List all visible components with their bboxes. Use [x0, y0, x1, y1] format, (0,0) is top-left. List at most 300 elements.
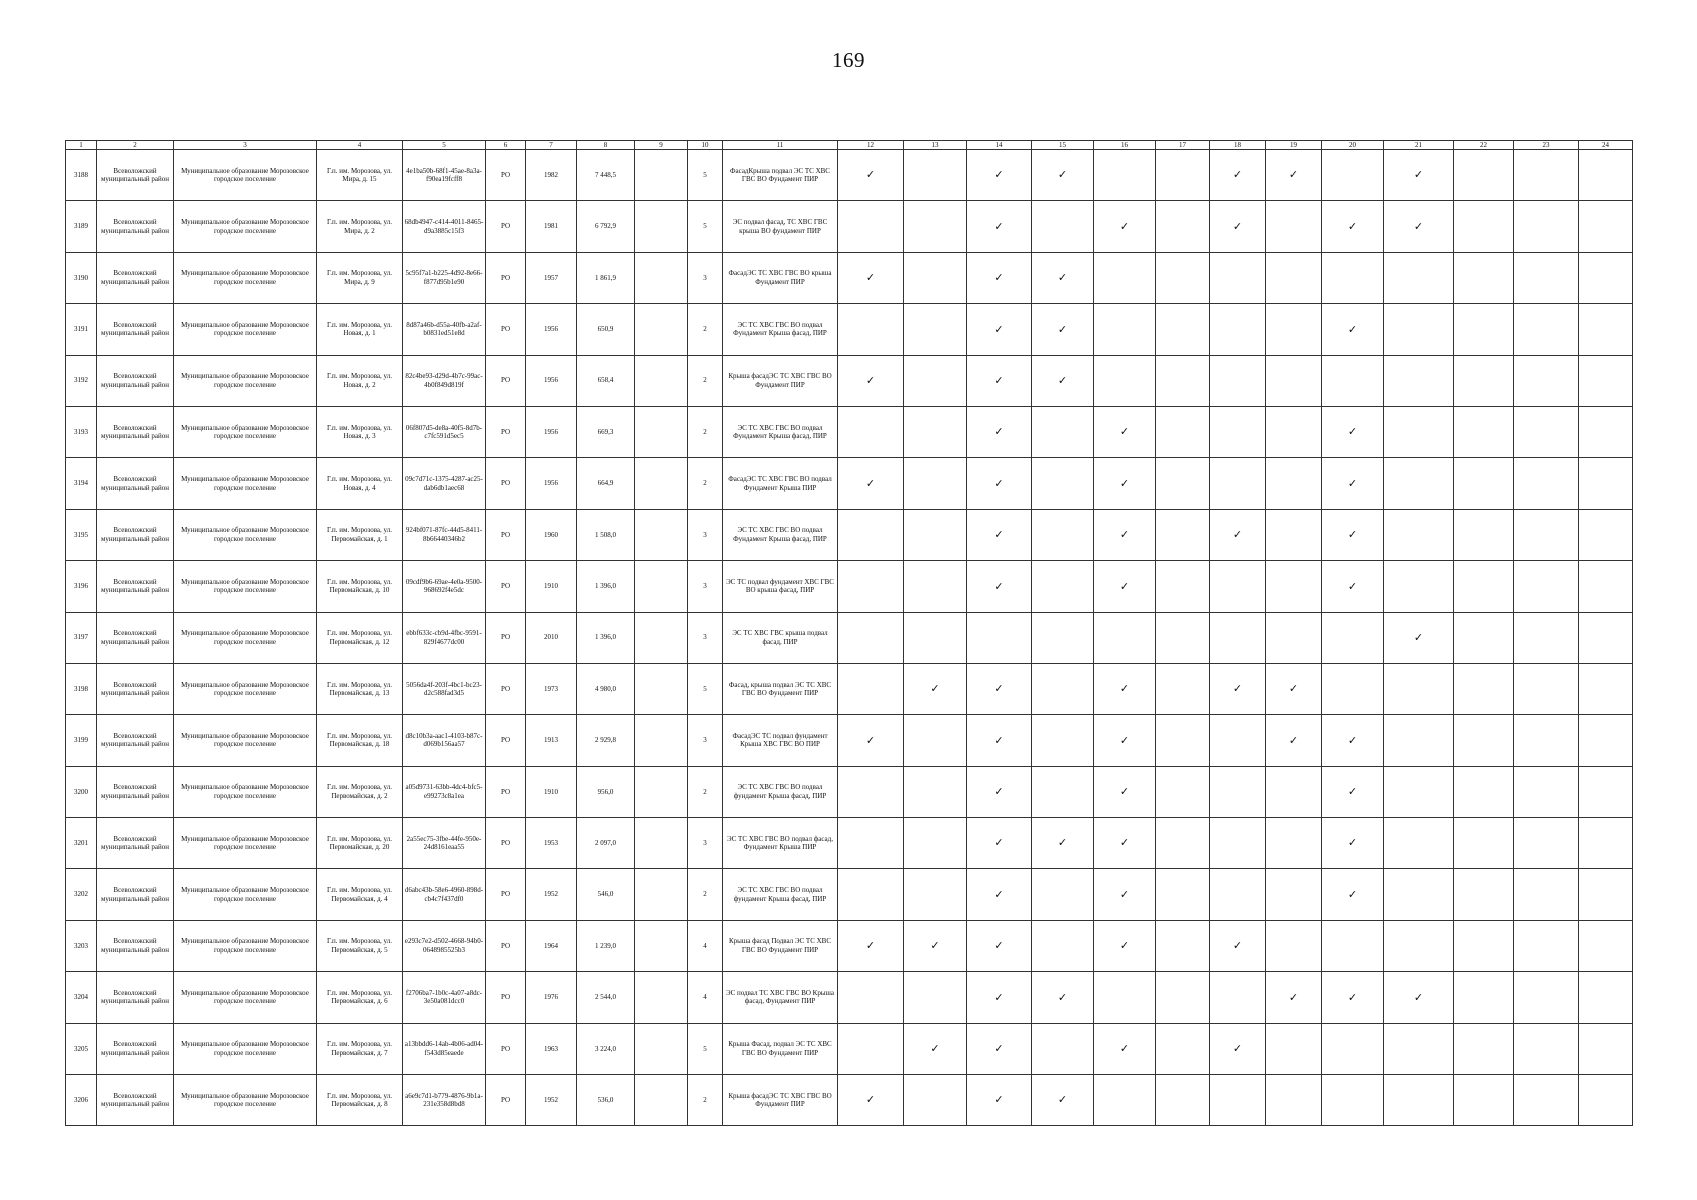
- checkmark-icon: ✓: [1413, 168, 1424, 182]
- work-column-13-cell: [904, 1023, 967, 1074]
- column-number-1: 1: [66, 141, 97, 150]
- work-column-20-cell: [1322, 869, 1384, 920]
- work-column-16-cell: [1094, 458, 1156, 509]
- area-cell: 546,0: [577, 869, 635, 920]
- type-cell: РО: [486, 920, 526, 971]
- row-id: 3201: [66, 818, 97, 869]
- row-id: 3199: [66, 715, 97, 766]
- work-column-19-cell: [1266, 150, 1322, 201]
- address-cell: Г.п. им. Морозова, ул. Мира, д. 2: [317, 201, 403, 252]
- checkmark-icon: ✓: [1347, 528, 1358, 542]
- work-column-16-cell: [1094, 1075, 1156, 1126]
- work-column-13-cell: [904, 201, 967, 252]
- checkmark-icon: ✓: [865, 168, 876, 182]
- type-cell: РО: [486, 252, 526, 303]
- type-cell: РО: [486, 663, 526, 714]
- work-column-19-cell: [1266, 1023, 1322, 1074]
- checkmark-icon: ✓: [865, 733, 876, 747]
- work-column-14-cell: [967, 920, 1032, 971]
- work-column-14-cell: [967, 972, 1032, 1023]
- work-column-13-cell: [904, 406, 967, 457]
- column-number-9: 9: [635, 141, 688, 150]
- work-column-21-cell: [1384, 252, 1454, 303]
- year-cell: 1956: [526, 304, 577, 355]
- work-column-23-cell: [1514, 150, 1579, 201]
- checkmark-icon: ✓: [865, 271, 876, 285]
- work-column-14-cell: [967, 561, 1032, 612]
- address-cell: Г.п. им. Морозова, ул. Первомайская, д. 7: [317, 1023, 403, 1074]
- year-cell: 1913: [526, 715, 577, 766]
- year-cell: 1964: [526, 920, 577, 971]
- district-cell: Всеволожский муниципальный район: [97, 458, 174, 509]
- table-row: [66, 150, 1633, 201]
- work-column-15-cell: [1032, 355, 1094, 406]
- work-column-17-cell: [1156, 869, 1210, 920]
- checkmark-icon: ✓: [994, 322, 1004, 336]
- row-id: 3189: [66, 201, 97, 252]
- checkmark-icon: ✓: [1119, 682, 1130, 696]
- work-column-15-cell: [1032, 509, 1094, 560]
- district-cell: Всеволожский муниципальный район: [97, 304, 174, 355]
- table-row: [66, 509, 1633, 560]
- address-cell: Г.п. им. Морозова, ул. Мира, д. 9: [317, 252, 403, 303]
- area-cell: 650,9: [577, 304, 635, 355]
- row-id: 3193: [66, 406, 97, 457]
- work-column-16-cell: [1094, 304, 1156, 355]
- work-column-16-cell: [1094, 406, 1156, 457]
- checkmark-icon: ✓: [1232, 1042, 1243, 1056]
- work-column-23-cell: [1514, 1075, 1579, 1126]
- area-cell: 536,0: [577, 1075, 635, 1126]
- work-column-14-cell: [967, 458, 1032, 509]
- row-id: 3196: [66, 561, 97, 612]
- checkmark-icon: ✓: [930, 939, 940, 953]
- work-column-22-cell: [1454, 1075, 1514, 1126]
- row-id: 3205: [66, 1023, 97, 1074]
- column-number-19: 19: [1266, 141, 1322, 150]
- type-cell: РО: [486, 355, 526, 406]
- house-code-cell: e293c7e2-d502-4668-94b0-0648985525b3: [403, 920, 486, 971]
- work-column-20-cell: [1322, 355, 1384, 406]
- checkmark-icon: ✓: [930, 1042, 940, 1056]
- column-number-21: 21: [1384, 141, 1454, 150]
- work-column-22-cell: [1454, 663, 1514, 714]
- col9-cell: [635, 1075, 688, 1126]
- col9-cell: [635, 1023, 688, 1074]
- work-column-19-cell: [1266, 406, 1322, 457]
- work-column-17-cell: [1156, 920, 1210, 971]
- work-column-12-cell: [838, 458, 904, 509]
- municipality-cell: Муниципальное образование Морозовское городское поселение: [174, 561, 317, 612]
- table-row: [66, 612, 1633, 663]
- work-column-12-cell: [838, 715, 904, 766]
- checkmark-icon: ✓: [1347, 887, 1358, 901]
- col9-cell: [635, 766, 688, 817]
- work-column-22-cell: [1454, 201, 1514, 252]
- area-cell: 1 508,0: [577, 509, 635, 560]
- table-row: [66, 458, 1633, 509]
- checkmark-icon: ✓: [1057, 322, 1068, 336]
- work-column-22-cell: [1454, 1023, 1514, 1074]
- work-column-24-cell: [1579, 355, 1633, 406]
- work-column-21-cell: [1384, 612, 1454, 663]
- work-column-21-cell: [1384, 1075, 1454, 1126]
- works-cell: ФасадКрыша подвал ЭС ТС ХВС ГВС ВО Фундамент ПИР: [723, 150, 838, 201]
- address-cell: Г.п. им. Морозова, ул. Мира, д. 15: [317, 150, 403, 201]
- year-cell: 1910: [526, 766, 577, 817]
- works-cell: ЭС ТС подвал фундамент ХВС ГВС ВО крыша фасад, ПИР: [723, 561, 838, 612]
- year-cell: 1956: [526, 458, 577, 509]
- area-cell: 1 861,9: [577, 252, 635, 303]
- municipality-cell: Муниципальное образование Морозовское городское поселение: [174, 406, 317, 457]
- work-column-13-cell: [904, 972, 967, 1023]
- work-column-15-cell: [1032, 150, 1094, 201]
- work-column-24-cell: [1579, 920, 1633, 971]
- work-column-24-cell: [1579, 509, 1633, 560]
- row-id: 3198: [66, 663, 97, 714]
- work-column-13-cell: [904, 304, 967, 355]
- works-cell: ЭС ТС ХВС ГВС ВО подвал фасад, Фундамент Крыша ПИР: [723, 818, 838, 869]
- municipality-cell: Муниципальное образование Морозовское городское поселение: [174, 509, 317, 560]
- work-column-22-cell: [1454, 715, 1514, 766]
- district-cell: Всеволожский муниципальный район: [97, 1075, 174, 1126]
- work-column-15-cell: [1032, 612, 1094, 663]
- work-column-23-cell: [1514, 458, 1579, 509]
- floors-cell: 5: [688, 663, 723, 714]
- work-column-22-cell: [1454, 355, 1514, 406]
- house-code-cell: f2706ba7-1b0c-4a07-a8dc-3e50a081dcc0: [403, 972, 486, 1023]
- district-cell: Всеволожский муниципальный район: [97, 406, 174, 457]
- work-column-22-cell: [1454, 972, 1514, 1023]
- work-column-20-cell: [1322, 252, 1384, 303]
- work-column-17-cell: [1156, 663, 1210, 714]
- work-column-18-cell: [1210, 715, 1266, 766]
- floors-cell: 3: [688, 509, 723, 560]
- district-cell: Всеволожский муниципальный район: [97, 818, 174, 869]
- works-cell: Крыша Фасад, подвал ЭС ТС ХВС ГВС ВО Фундамент ПИР: [723, 1023, 838, 1074]
- checkmark-icon: ✓: [1288, 168, 1299, 182]
- work-column-14-cell: [967, 612, 1032, 663]
- municipality-cell: Муниципальное образование Морозовское городское поселение: [174, 972, 317, 1023]
- work-column-18-cell: [1210, 920, 1266, 971]
- work-column-18-cell: [1210, 201, 1266, 252]
- floors-cell: 2: [688, 355, 723, 406]
- col9-cell: [635, 406, 688, 457]
- work-column-23-cell: [1514, 715, 1579, 766]
- work-column-14-cell: [967, 1075, 1032, 1126]
- floors-cell: 4: [688, 920, 723, 971]
- address-cell: Г.п. им. Морозова, ул. Новая, д. 1: [317, 304, 403, 355]
- work-column-21-cell: [1384, 869, 1454, 920]
- checkmark-icon: ✓: [1347, 425, 1358, 439]
- column-number-8: 8: [577, 141, 635, 150]
- work-column-20-cell: [1322, 612, 1384, 663]
- area-cell: 1 239,0: [577, 920, 635, 971]
- works-cell: ФасадЭС ТС ХВС ГВС ВО подвал Фундамент Крыша ПИР: [723, 458, 838, 509]
- work-column-18-cell: [1210, 972, 1266, 1023]
- work-column-23-cell: [1514, 612, 1579, 663]
- floors-cell: 2: [688, 458, 723, 509]
- type-cell: РО: [486, 972, 526, 1023]
- floors-cell: 2: [688, 304, 723, 355]
- area-cell: 2 929,8: [577, 715, 635, 766]
- table-row: [66, 766, 1633, 817]
- house-code-cell: 8d87a46b-d55a-40fb-a2af-b0831ed51e8d: [403, 304, 486, 355]
- municipality-cell: Муниципальное образование Морозовское городское поселение: [174, 252, 317, 303]
- year-cell: 1953: [526, 818, 577, 869]
- address-cell: Г.п. им. Морозова, ул. Первомайская, д. 18: [317, 715, 403, 766]
- work-column-13-cell: [904, 1075, 967, 1126]
- work-column-17-cell: [1156, 972, 1210, 1023]
- work-column-16-cell: [1094, 355, 1156, 406]
- checkmark-icon: ✓: [1288, 990, 1299, 1004]
- table-row: [66, 1075, 1633, 1126]
- checkmark-icon: ✓: [1119, 939, 1130, 953]
- work-column-16-cell: [1094, 715, 1156, 766]
- work-column-19-cell: [1266, 612, 1322, 663]
- house-code-cell: 924bf071-87fc-44d5-8411-8b66440346b2: [403, 509, 486, 560]
- work-column-13-cell: [904, 766, 967, 817]
- type-cell: РО: [486, 766, 526, 817]
- work-column-14-cell: [967, 869, 1032, 920]
- work-column-13-cell: [904, 663, 967, 714]
- municipality-cell: Муниципальное образование Морозовское городское поселение: [174, 1075, 317, 1126]
- house-code-cell: 82c4be93-d29d-4b7c-99ac-4b0f849d819f: [403, 355, 486, 406]
- checkmark-icon: ✓: [1057, 373, 1068, 387]
- checkmark-icon: ✓: [1347, 990, 1358, 1004]
- work-column-24-cell: [1579, 869, 1633, 920]
- column-number-header-row: [66, 141, 1633, 150]
- house-code-cell: a05d9731-63bb-4dc4-bfc5-e99273c8a1ea: [403, 766, 486, 817]
- work-column-22-cell: [1454, 612, 1514, 663]
- district-cell: Всеволожский муниципальный район: [97, 201, 174, 252]
- checkmark-icon: ✓: [1119, 219, 1130, 233]
- work-column-14-cell: [967, 766, 1032, 817]
- works-cell: ФасадЭС ТС ХВС ГВС ВО крыша Фундамент ПИР: [723, 252, 838, 303]
- district-cell: Всеволожский муниципальный район: [97, 612, 174, 663]
- work-column-19-cell: [1266, 920, 1322, 971]
- col9-cell: [635, 663, 688, 714]
- col9-cell: [635, 561, 688, 612]
- work-column-18-cell: [1210, 561, 1266, 612]
- district-cell: Всеволожский муниципальный район: [97, 766, 174, 817]
- work-column-22-cell: [1454, 406, 1514, 457]
- column-number-12: 12: [838, 141, 904, 150]
- municipality-cell: Муниципальное образование Морозовское городское поселение: [174, 920, 317, 971]
- checkmark-icon: ✓: [994, 939, 1004, 953]
- work-column-19-cell: [1266, 458, 1322, 509]
- column-number-13: 13: [904, 141, 967, 150]
- type-cell: РО: [486, 150, 526, 201]
- works-cell: ЭС ТС ХВС ГВС ВО подвал Фундамент Крыша фасад, ПИР: [723, 304, 838, 355]
- work-column-16-cell: [1094, 561, 1156, 612]
- work-column-24-cell: [1579, 150, 1633, 201]
- work-column-21-cell: [1384, 458, 1454, 509]
- column-number-7: 7: [526, 141, 577, 150]
- house-code-cell: a6e9c7d1-b779-4876-9b1a-231e358d8bd8: [403, 1075, 486, 1126]
- checkmark-icon: ✓: [994, 219, 1004, 233]
- area-cell: 2 544,0: [577, 972, 635, 1023]
- district-cell: Всеволожский муниципальный район: [97, 1023, 174, 1074]
- work-column-17-cell: [1156, 612, 1210, 663]
- address-cell: Г.п. им. Морозова, ул. Первомайская, д. 6: [317, 972, 403, 1023]
- table-row: [66, 663, 1633, 714]
- checkmark-icon: ✓: [1288, 682, 1299, 696]
- checkmark-icon: ✓: [1119, 425, 1130, 439]
- address-cell: Г.п. им. Морозова, ул. Новая, д. 2: [317, 355, 403, 406]
- table-row: [66, 561, 1633, 612]
- work-column-20-cell: [1322, 201, 1384, 252]
- area-cell: 664,9: [577, 458, 635, 509]
- work-column-22-cell: [1454, 818, 1514, 869]
- table-row: [66, 715, 1633, 766]
- work-column-24-cell: [1579, 972, 1633, 1023]
- work-column-19-cell: [1266, 1075, 1322, 1126]
- address-cell: Г.п. им. Морозова, ул. Первомайская, д. 1: [317, 509, 403, 560]
- address-cell: Г.п. им. Морозова, ул. Первомайская, д. 20: [317, 818, 403, 869]
- work-column-22-cell: [1454, 252, 1514, 303]
- work-column-24-cell: [1579, 766, 1633, 817]
- checkmark-icon: ✓: [994, 733, 1004, 747]
- work-column-15-cell: [1032, 869, 1094, 920]
- work-column-21-cell: [1384, 201, 1454, 252]
- work-column-22-cell: [1454, 869, 1514, 920]
- column-number-22: 22: [1454, 141, 1514, 150]
- work-column-16-cell: [1094, 766, 1156, 817]
- works-cell: ЭС подвал ТС ХВС ГВС ВО Крыша фасад, Фундамент ПИР: [723, 972, 838, 1023]
- work-column-14-cell: [967, 509, 1032, 560]
- floors-cell: 2: [688, 1075, 723, 1126]
- checkmark-icon: ✓: [994, 990, 1004, 1004]
- work-column-23-cell: [1514, 252, 1579, 303]
- checkmark-icon: ✓: [1232, 682, 1243, 696]
- work-column-22-cell: [1454, 150, 1514, 201]
- work-column-14-cell: [967, 715, 1032, 766]
- row-id: 3206: [66, 1075, 97, 1126]
- checkmark-icon: ✓: [1232, 939, 1243, 953]
- work-column-17-cell: [1156, 1075, 1210, 1126]
- work-column-19-cell: [1266, 818, 1322, 869]
- works-cell: ЭС ТС ХВС ГВС ВО подвал Фундамент Крыша фасад, ПИР: [723, 406, 838, 457]
- area-cell: 4 980,0: [577, 663, 635, 714]
- work-column-15-cell: [1032, 920, 1094, 971]
- work-column-17-cell: [1156, 509, 1210, 560]
- area-cell: 1 396,0: [577, 612, 635, 663]
- column-number-17: 17: [1156, 141, 1210, 150]
- area-cell: 956,0: [577, 766, 635, 817]
- work-column-15-cell: [1032, 715, 1094, 766]
- type-cell: РО: [486, 818, 526, 869]
- area-cell: 669,3: [577, 406, 635, 457]
- address-cell: Г.п. им. Морозова, ул. Первомайская, д. 12: [317, 612, 403, 663]
- work-column-24-cell: [1579, 201, 1633, 252]
- work-column-18-cell: [1210, 252, 1266, 303]
- municipality-cell: Муниципальное образование Морозовское городское поселение: [174, 869, 317, 920]
- work-column-21-cell: [1384, 818, 1454, 869]
- work-column-16-cell: [1094, 663, 1156, 714]
- address-cell: Г.п. им. Морозова, ул. Новая, д. 3: [317, 406, 403, 457]
- row-id: 3195: [66, 509, 97, 560]
- checkmark-icon: ✓: [994, 373, 1004, 387]
- type-cell: РО: [486, 561, 526, 612]
- work-column-16-cell: [1094, 150, 1156, 201]
- work-column-21-cell: [1384, 920, 1454, 971]
- work-column-22-cell: [1454, 920, 1514, 971]
- checkmark-icon: ✓: [1413, 219, 1424, 233]
- floors-cell: 4: [688, 972, 723, 1023]
- work-column-14-cell: [967, 1023, 1032, 1074]
- work-column-12-cell: [838, 920, 904, 971]
- work-column-20-cell: [1322, 509, 1384, 560]
- work-column-14-cell: [967, 663, 1032, 714]
- work-column-21-cell: [1384, 715, 1454, 766]
- work-column-13-cell: [904, 715, 967, 766]
- district-cell: Всеволожский муниципальный район: [97, 715, 174, 766]
- table-body: [66, 150, 1633, 1126]
- floors-cell: 3: [688, 818, 723, 869]
- work-column-15-cell: [1032, 766, 1094, 817]
- work-column-21-cell: [1384, 766, 1454, 817]
- work-column-14-cell: [967, 406, 1032, 457]
- work-column-20-cell: [1322, 766, 1384, 817]
- work-column-19-cell: [1266, 766, 1322, 817]
- work-column-12-cell: [838, 869, 904, 920]
- work-column-15-cell: [1032, 406, 1094, 457]
- checkmark-icon: ✓: [1119, 785, 1130, 799]
- work-column-23-cell: [1514, 1023, 1579, 1074]
- work-column-20-cell: [1322, 663, 1384, 714]
- work-column-23-cell: [1514, 561, 1579, 612]
- work-column-21-cell: [1384, 1023, 1454, 1074]
- work-column-24-cell: [1579, 406, 1633, 457]
- address-cell: Г.п. им. Морозова, ул. Первомайская, д. 10: [317, 561, 403, 612]
- col9-cell: [635, 150, 688, 201]
- column-number-3: 3: [174, 141, 317, 150]
- work-column-12-cell: [838, 304, 904, 355]
- floors-cell: 3: [688, 252, 723, 303]
- work-column-13-cell: [904, 355, 967, 406]
- work-column-21-cell: [1384, 663, 1454, 714]
- table-row: [66, 972, 1633, 1023]
- work-column-12-cell: [838, 406, 904, 457]
- work-column-13-cell: [904, 458, 967, 509]
- checkmark-icon: ✓: [1347, 836, 1358, 850]
- work-column-15-cell: [1032, 458, 1094, 509]
- row-id: 3194: [66, 458, 97, 509]
- work-column-12-cell: [838, 612, 904, 663]
- work-column-12-cell: [838, 1075, 904, 1126]
- work-column-21-cell: [1384, 561, 1454, 612]
- works-cell: ЭС ТС ХВС ГВС крыша подвал фасад, ПИР: [723, 612, 838, 663]
- work-column-15-cell: [1032, 252, 1094, 303]
- column-number-16: 16: [1094, 141, 1156, 150]
- checkmark-icon: ✓: [994, 425, 1004, 439]
- work-column-12-cell: [838, 818, 904, 869]
- work-column-18-cell: [1210, 818, 1266, 869]
- area-cell: 1 396,0: [577, 561, 635, 612]
- work-column-23-cell: [1514, 304, 1579, 355]
- col9-cell: [635, 509, 688, 560]
- row-id: 3200: [66, 766, 97, 817]
- col9-cell: [635, 818, 688, 869]
- works-cell: ФасадЭС ТС подвал фундамент Крыша ХВС ГВС ВО ПИР: [723, 715, 838, 766]
- work-column-21-cell: [1384, 972, 1454, 1023]
- row-id: 3188: [66, 150, 97, 201]
- work-column-18-cell: [1210, 766, 1266, 817]
- district-cell: Всеволожский муниципальный район: [97, 663, 174, 714]
- work-column-21-cell: [1384, 406, 1454, 457]
- municipality-cell: Муниципальное образование Морозовское городское поселение: [174, 766, 317, 817]
